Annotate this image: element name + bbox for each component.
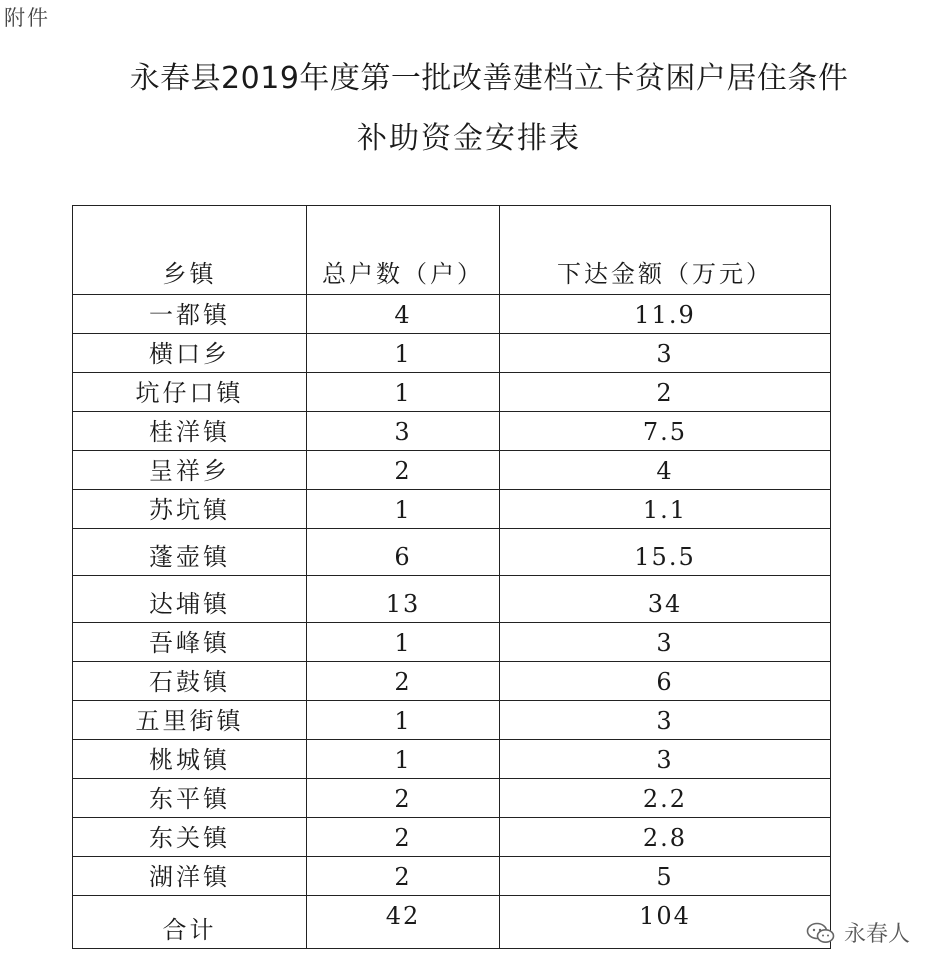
cell-town: 横口乡 [73,334,307,373]
cell-households: 1 [307,373,500,412]
table-row [73,701,831,740]
document-title-line-1: 永春县2019年度第一批改善建档立卡贫困户居住条件 [129,61,849,96]
cell-town: 一都镇 [73,295,307,334]
total-amount: 104 [500,896,831,949]
header-households: 总户数（户） [307,206,500,295]
cell-town: 蓬壶镇 [73,529,307,576]
cell-households: 2 [307,857,500,896]
cell-amount: 7.5 [500,412,831,451]
cell-households: 2 [307,818,500,857]
cell-households: 3 [307,412,500,451]
cell-amount: 11.9 [500,295,831,334]
cell-amount: 3 [500,623,831,662]
cell-town: 吾峰镇 [73,623,307,662]
cell-amount: 2.2 [500,779,831,818]
cell-town: 达埔镇 [73,576,307,623]
table-row [73,818,831,857]
cell-town: 石鼓镇 [73,662,307,701]
cell-households: 6 [307,529,500,576]
table-row [73,623,831,662]
table-row [73,334,831,373]
cell-town: 桂洋镇 [73,412,307,451]
total-label: 合计 [73,896,307,949]
cell-amount: 2.8 [500,818,831,857]
cell-amount: 1.1 [500,490,831,529]
table-row [73,295,831,334]
table-row [73,857,831,896]
table-row [73,779,831,818]
document-title-line-2: 补助资金安排表 [357,121,581,156]
table-row [73,490,831,529]
cell-households: 13 [307,576,500,623]
header-amount: 下达金额（万元） [500,206,831,295]
cell-households: 1 [307,740,500,779]
table-row [73,662,831,701]
table-row [73,451,831,490]
table-row [73,412,831,451]
watermark [806,917,910,948]
wechat-icon [806,921,836,945]
cell-amount: 5 [500,857,831,896]
cell-town: 湖洋镇 [73,857,307,896]
cell-town: 呈祥乡 [73,451,307,490]
table-row [73,529,831,576]
table-row [73,576,831,623]
cell-amount: 3 [500,740,831,779]
attachment-label: 附件 [4,6,50,30]
table-total-row [73,896,831,949]
cell-town: 五里街镇 [73,701,307,740]
cell-town: 东关镇 [73,818,307,857]
cell-households: 1 [307,623,500,662]
cell-town: 坑仔口镇 [73,373,307,412]
total-households: 42 [307,896,500,949]
table-header-row [73,206,831,295]
watermark-text: 永春人 [843,922,910,947]
cell-households: 2 [307,662,500,701]
cell-amount: 2 [500,373,831,412]
cell-households: 4 [307,295,500,334]
table-row [73,373,831,412]
cell-amount: 15.5 [500,529,831,576]
cell-amount: 3 [500,334,831,373]
subsidy-table [72,205,831,949]
cell-town: 东平镇 [73,779,307,818]
cell-households: 1 [307,334,500,373]
cell-households: 2 [307,779,500,818]
cell-households: 1 [307,701,500,740]
cell-town: 苏坑镇 [73,490,307,529]
cell-amount: 34 [500,576,831,623]
cell-households: 1 [307,490,500,529]
cell-amount: 4 [500,451,831,490]
header-town: 乡镇 [73,206,307,295]
cell-town: 桃城镇 [73,740,307,779]
table-row [73,740,831,779]
cell-amount: 6 [500,662,831,701]
cell-households: 2 [307,451,500,490]
cell-amount: 3 [500,701,831,740]
